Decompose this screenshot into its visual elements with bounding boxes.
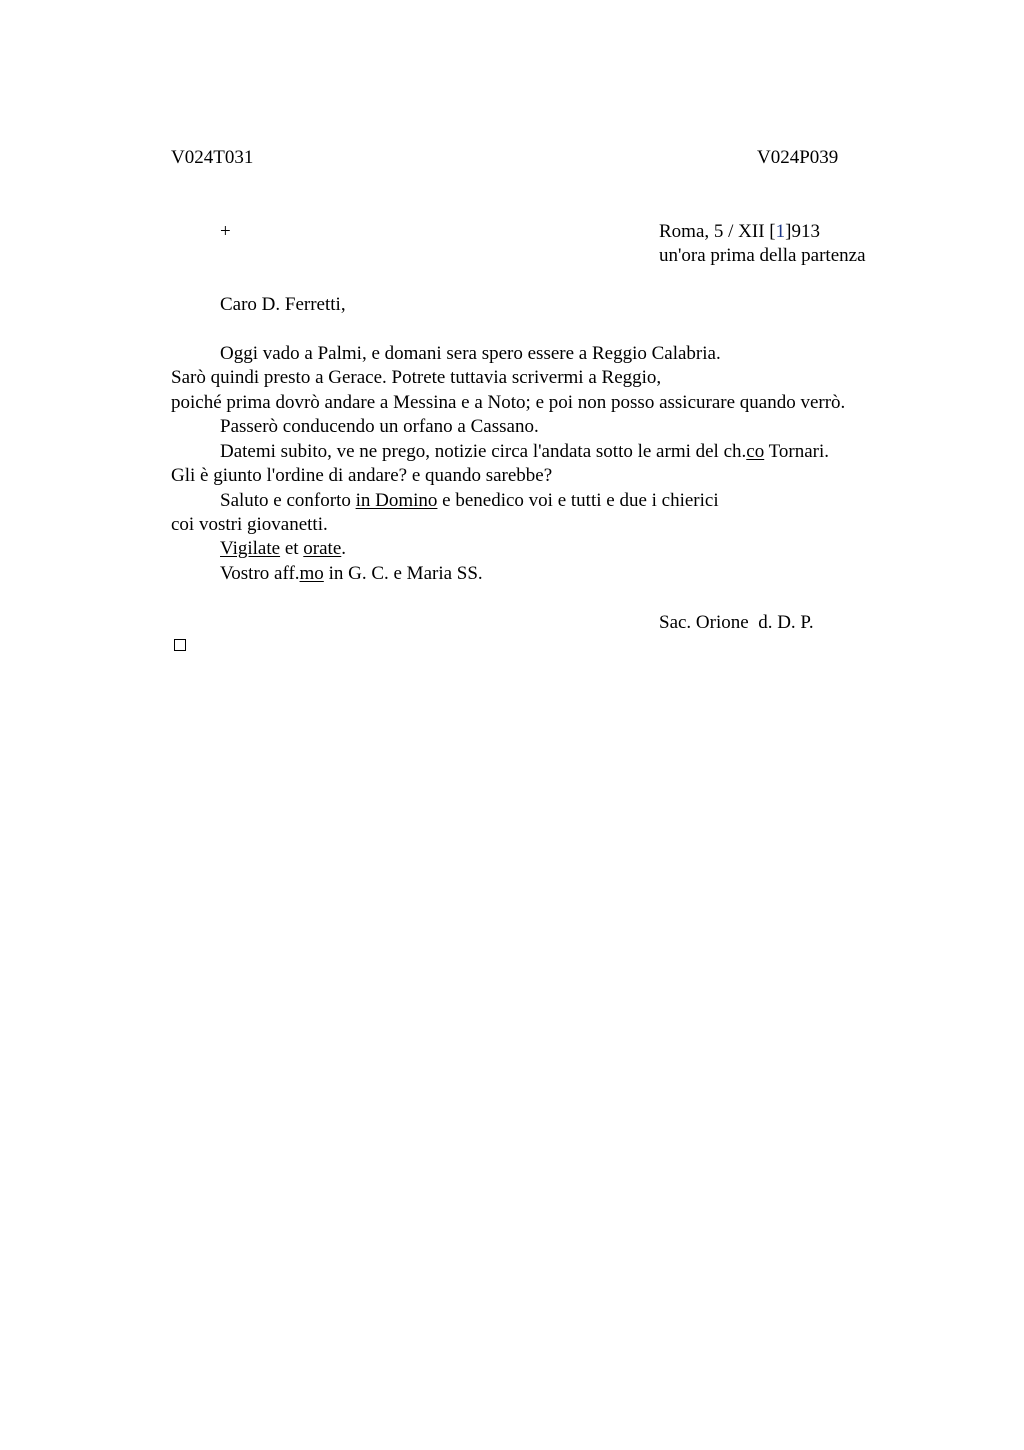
underlined-abbreviation: mo [299,563,324,584]
date-note: un'ora prima della partenza [659,245,866,266]
body-line: Sarò quindi presto a Gerace. Potrete tuttavia scrivermi a Reggio, [171,367,662,388]
underlined-phrase: in Domino [355,490,438,511]
date-suffix: ]913 [785,221,820,242]
body-line: Passerò conducendo un orfano a Cassano. [220,416,539,437]
text-segment: e benedico voi e tutti e due i chierici [437,490,719,511]
archive-code-right: V024P039 [757,147,839,168]
date-prefix: Roma, 5 / XII [ [659,221,776,242]
text-segment: Tornari. [764,441,830,462]
underlined-word: Vigilate [220,538,281,559]
text-segment: . [341,538,347,559]
closing-line [220,562,483,586]
letter-date [659,220,820,244]
salutation: Caro D. Ferretti, [220,294,346,315]
text-segment: Datemi subito, ve ne prego, notizie circa l'andata sotto le armi del ch. [220,441,747,462]
signature: Sac. Orione d. D. P. [659,612,814,633]
body-line [220,537,346,561]
text-segment: Saluto e conforto [220,490,356,511]
underlined-word: orate [303,538,342,559]
cross-symbol: + [220,221,231,242]
body-line: Gli è giunto l'ordine di andare? e quando sarebbe? [171,465,553,486]
date-bracket-digit: 1 [775,221,786,242]
text-segment: et [280,538,304,559]
text-segment: Vostro aff. [220,563,300,584]
body-line: poiché prima dovrò andare a Messina e a Noto; e poi non posso assicurare quando verrò. [171,392,846,413]
body-line [220,489,719,513]
body-line: Oggi vado a Palmi, e domani sera spero essere a Reggio Calabria. [220,343,721,364]
end-marker-square-icon [174,639,186,651]
archive-code-left: V024T031 [171,147,254,168]
body-line [220,440,829,464]
body-line: coi vostri giovanetti. [171,514,328,535]
text-segment: in G. C. e Maria SS. [323,563,483,584]
underlined-abbreviation: co [746,441,765,462]
